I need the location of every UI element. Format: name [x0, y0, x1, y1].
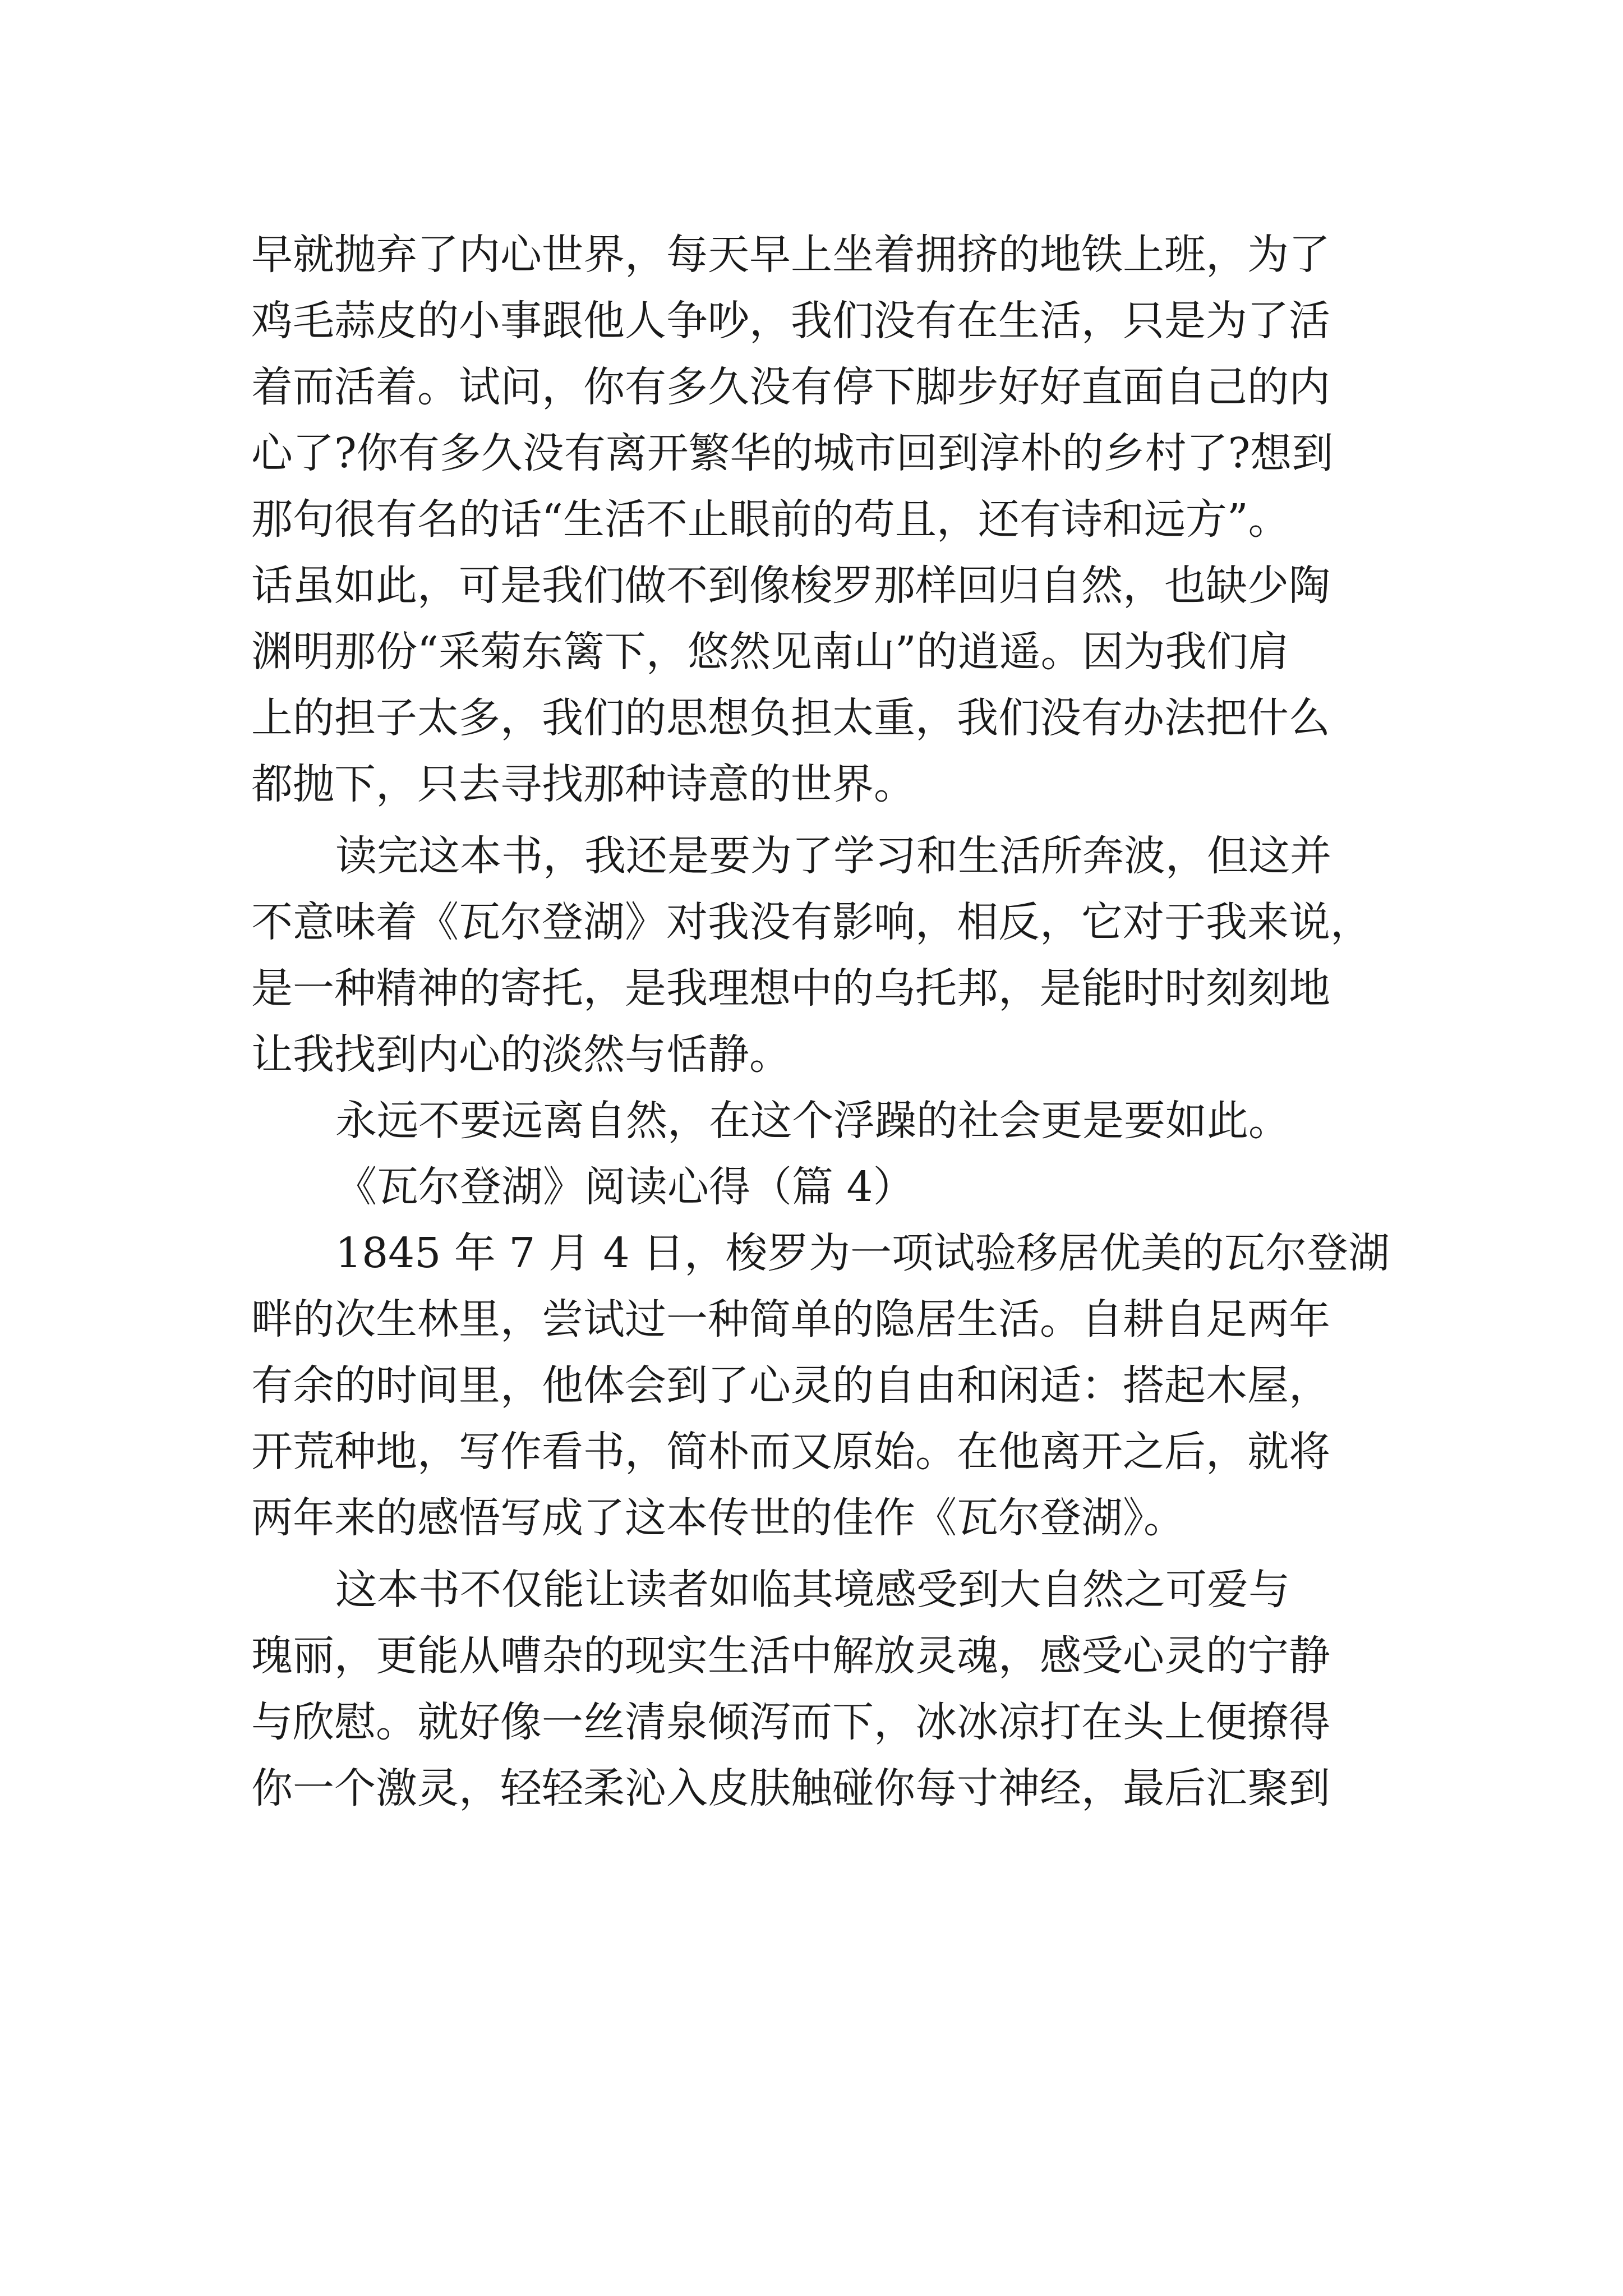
text-line: 让我找到内心的淡然与恬静。	[251, 1030, 791, 1079]
text-line: 那句很有名的话“生活不止眼前的苟且，还有诗和远方”。	[251, 495, 1290, 544]
text-line: 都抛下，只去寻找那种诗意的世界。	[251, 760, 915, 808]
paragraph-first-line: 读完这本书，我还是要为了学习和生活所奔波，但这并	[335, 832, 1331, 880]
text-line: 早就抛弃了内心世界，每天早上坐着拥挤的地铁上班，为了	[251, 231, 1330, 279]
paragraph-first-line: 永远不要远离自然，在这个浮躁的社会更是要如此。	[335, 1097, 1290, 1145]
text-line: 你一个激灵，轻轻柔沁入皮肤触碰你每寸神经，最后汇聚到	[251, 1764, 1330, 1812]
paragraph-first-line: 这本书不仅能让读者如临其境感受到大自然之可爱与	[335, 1566, 1290, 1614]
paragraph-first-line: 1845 年 7 月 4 日，梭罗为一项试验移居优美的瓦尔登湖	[335, 1229, 1390, 1277]
text-line: 渊明那份“采菊东篱下，悠然见南山”的逍遥。因为我们肩	[251, 628, 1290, 676]
text-line: 不意味着《瓦尔登湖》对我没有影响，相反，它对于我来说，	[251, 898, 1372, 946]
paragraph-gap	[251, 817, 1395, 823]
text-line: 话虽如此，可是我们做不到像梭罗那样回归自然，也缺少陶	[251, 562, 1330, 610]
paragraph-gap	[251, 1551, 1395, 1557]
text-line: 是一种精神的寄托，是我理想中的乌托邦，是能时时刻刻地	[251, 964, 1330, 1013]
text-line: 开荒种地，写作看书，简朴而又原始。在他离开之后，就将	[251, 1428, 1330, 1476]
text-line: 有余的时间里，他体会到了心灵的自由和闲适：搭起木屋，	[251, 1361, 1330, 1410]
text-line: 瑰丽，更能从嘈杂的现实生活中解放灵魂，感受心灵的宁静	[251, 1632, 1330, 1680]
text-line: 着而活着。试问，你有多久没有停下脚步好好直面自己的内	[251, 363, 1330, 411]
document-body	[251, 222, 1395, 1821]
text-line: 两年来的感悟写成了这本传世的佳作《瓦尔登湖》。	[251, 1494, 1185, 1542]
text-line: 上的担子太多，我们的思想负担太重，我们没有办法把什么	[251, 694, 1330, 742]
text-line: 心了?你有多久没有离开繁华的城市回到淳朴的乡村了?想到	[251, 429, 1334, 477]
text-line: 与欣慰。就好像一丝清泉倾泻而下，冰冰凉打在头上便撩得	[251, 1698, 1330, 1746]
section-heading: 《瓦尔登湖》阅读心得（篇 4）	[335, 1163, 915, 1211]
text-line: 鸡毛蒜皮的小事跟他人争吵，我们没有在生活，只是为了活	[251, 297, 1330, 345]
text-line: 畔的次生林里，尝试过一种简单的隐居生活。自耕自足两年	[251, 1295, 1330, 1343]
